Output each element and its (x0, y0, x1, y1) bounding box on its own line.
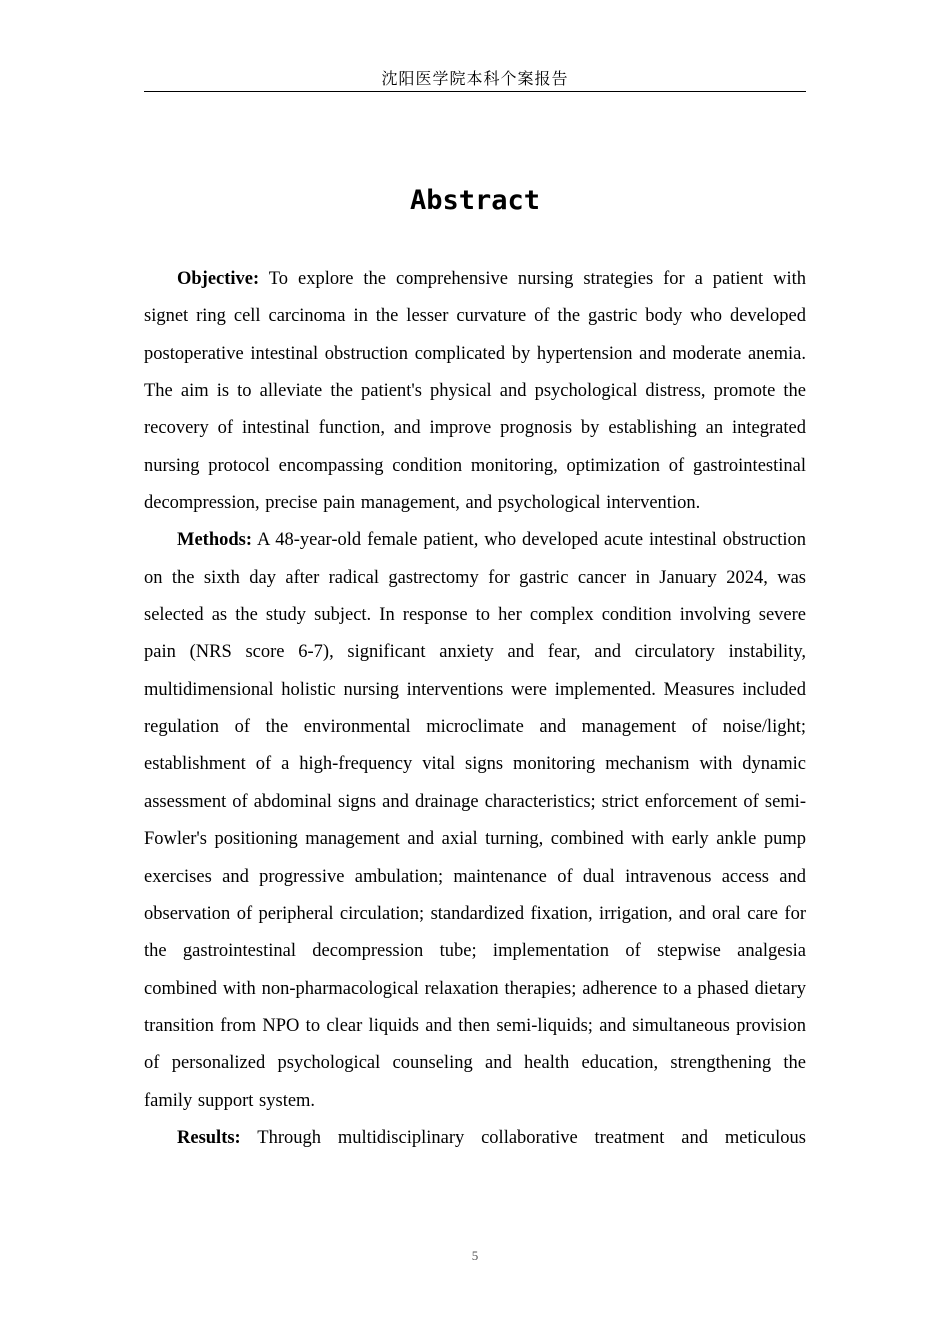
paragraph-lead: Results: (177, 1127, 241, 1148)
paragraph-text: A 48-year-old female patient, who developed acute intestinal obstruction on the sixth day after radical gastrectomy for gastric cancer in January 2024, was selected as the study subject. In response to her complex condition involving severe pain (NRS score 6-7), significant anxiety and fear, and circulatory instability, multidimensional holistic nursing interventions were implemented. Measures included regulation of the environmental microclimate and management of noise/light; establishment of a high-frequency vital signs monitoring mechanism with dynamic assessment of abdominal signs and drainage characteristics; strict enforcement of semi-Fowler's positioning management and axial turning, combined with early ankle pump exercises and progressive ambulation; maintenance of dual intravenous access and observation of peripheral circulation; standardized fixation, irrigation, and oral care for the gastrointestinal decompression tube; implementation of stepwise analgesia combined with non-pharmacological relaxation therapies; adherence to a phased dietary transition from NPO to clear liquids and then semi-liquids; and simultaneous provision of personalized psychological counseling and health education, strengthening the family support system. (144, 530, 806, 1111)
page-title: Abstract (409, 185, 541, 216)
abstract-body (144, 261, 806, 1157)
paragraph-results (144, 1120, 806, 1157)
paragraph-objective (144, 261, 806, 522)
header-rule (144, 91, 806, 92)
paragraph-text: To explore the comprehensive nursing strategies for a patient with signet ring cell carcinoma in the lesser curvature of the gastric body who developed postoperative intestinal obstruction complicated by hypertension and moderate anemia. The aim is to alleviate the patient's physical and psychological distress, promote the recovery of intestinal function, and improve prognosis by establishing an integrated nursing protocol encompassing condition monitoring, optimization of gastrointestinal decompression, precise pain management, and psychological intervention. (144, 269, 806, 514)
paragraph-methods (144, 522, 806, 1120)
page-number: 5 (471, 1248, 479, 1263)
running-header: 沈阳医学院本科个案报告 (381, 69, 569, 88)
paragraph-lead: Objective: (177, 269, 260, 289)
paragraph-text: Through multidisciplinary collaborative treatment and meticulous (240, 1127, 806, 1148)
paragraph-lead: Methods: (177, 530, 253, 551)
